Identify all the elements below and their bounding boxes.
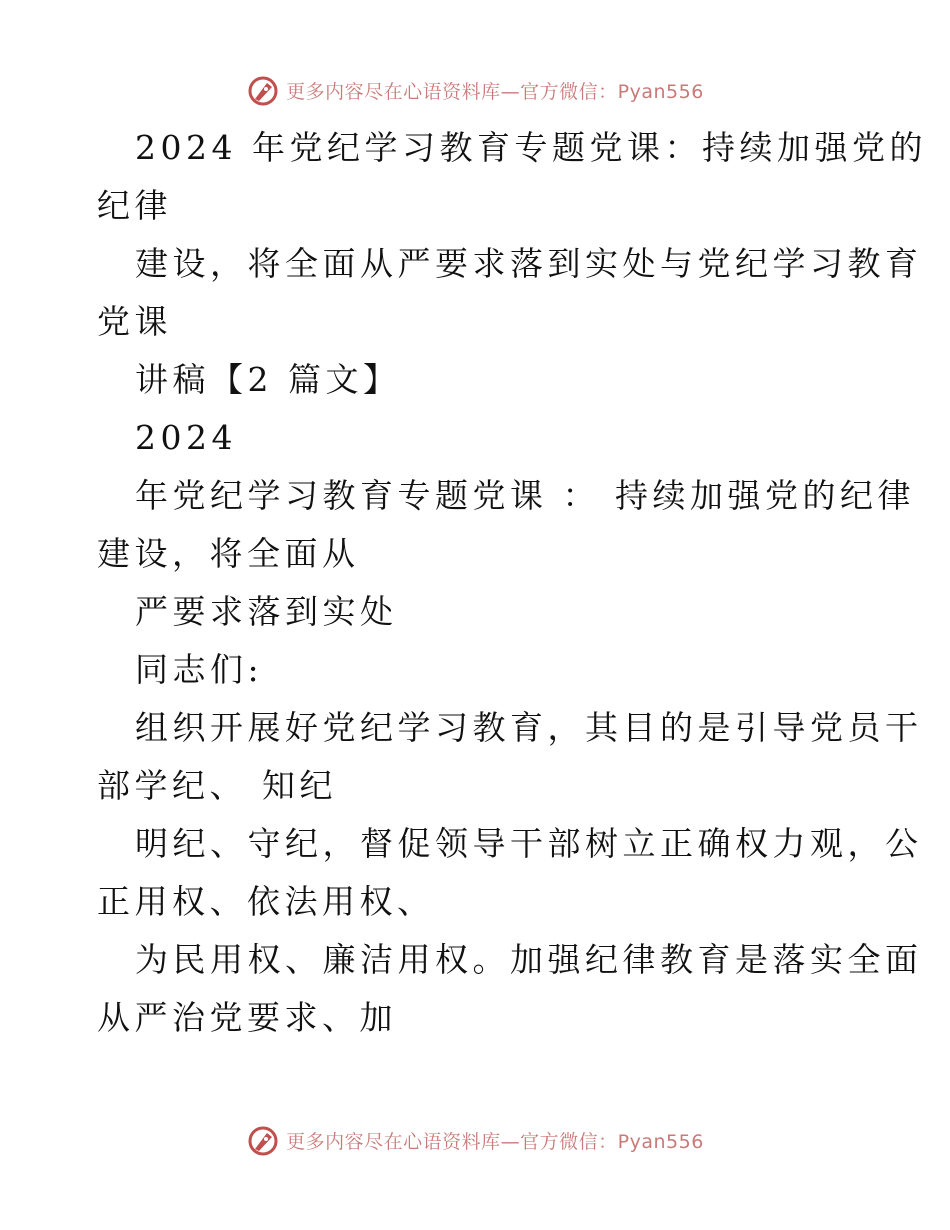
text-line: 从严治党要求、加: [97, 998, 397, 1037]
footer-banner: [0, 1120, 950, 1160]
text-line: 2024 年党纪学习教育专题党课：持续加强党的: [135, 128, 927, 167]
banner-text: 更多内容尽在心语资料库—官方微信：Pyan556: [286, 1130, 704, 1153]
text-line: 正用权、依法用权、: [97, 882, 435, 921]
text-line: 纪律: [97, 186, 172, 225]
pen-nib-circle-logo-icon: [246, 1123, 280, 1157]
text-line: 年党纪学习教育专题党课 ： 持续加强党的纪律: [135, 476, 915, 515]
text-line: 建设，将全面从: [97, 534, 360, 573]
header-banner: [0, 70, 950, 110]
pen-nib-circle-logo-icon: [246, 73, 280, 107]
text-line: 严要求落到实处: [135, 592, 398, 631]
text-line: 明纪、守纪，督促领导干部树立正确权力观，公: [135, 824, 923, 863]
text-line: 部学纪、 知纪: [97, 766, 337, 805]
text-line: 组织开展好党纪学习教育，其目的是引导党员干: [135, 708, 923, 747]
banner-text: 更多内容尽在心语资料库—官方微信：Pyan556: [286, 80, 704, 103]
text-line: 讲稿【2 篇文】: [135, 360, 401, 399]
text-line: 党课: [97, 302, 172, 341]
text-line: 同志们:: [135, 650, 264, 689]
text-line: 为民用权、廉洁用权。加强纪律教育是落实全面: [135, 940, 923, 979]
text-line: 建设，将全面从严要求落到实处与党纪学习教育: [135, 244, 923, 283]
text-line: 2024: [135, 418, 237, 457]
